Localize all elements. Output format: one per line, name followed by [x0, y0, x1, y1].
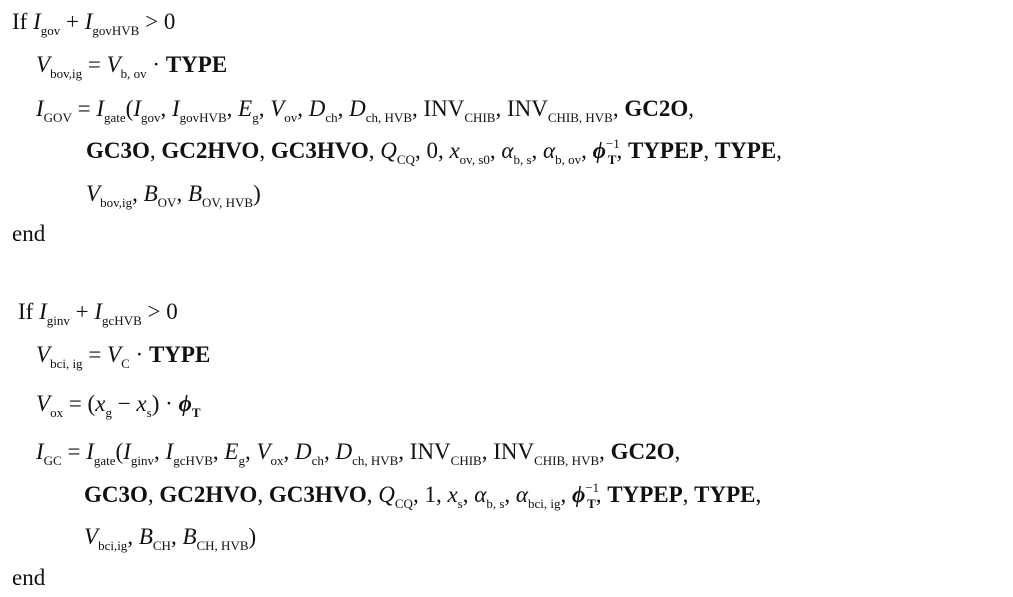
- subscript: GC: [43, 453, 62, 468]
- subscript: gov: [141, 110, 161, 125]
- symbol: B: [138, 524, 153, 549]
- subscript: b, ov: [120, 66, 147, 81]
- igc-line-3: $V_{bci,ig}$, $B_{CH}$, $B_{CH, HVB}$): [84, 524, 257, 553]
- subscript: bci,ig: [98, 538, 128, 553]
- relation: > 0: [145, 9, 176, 34]
- term: INV: [409, 439, 451, 464]
- subscript: gate: [104, 110, 126, 125]
- subscript: govHVB: [179, 110, 227, 125]
- operator: −: [117, 391, 131, 416]
- symbol: I: [33, 9, 41, 34]
- symbol: E: [224, 439, 239, 464]
- subscript: gov: [40, 23, 61, 38]
- symbol: I: [84, 9, 93, 34]
- subscript: ch, HVB: [352, 453, 399, 468]
- subscript: CHIB, HVB: [547, 110, 613, 125]
- symbol: V: [86, 181, 101, 206]
- bold-term: GC3O: [84, 482, 148, 507]
- symbol: V: [256, 439, 271, 464]
- igov-line-3: $V_{bov,ig}$, $B_{OV}$, $B_{OV, HVB}$): [86, 181, 261, 210]
- igov-line-2: GC3O, GC2HVO, GC3HVO, $Q_{CQ}$, 0, $x_{ov, s0}$, $\alpha_{b, s}$, $\alpha_{b, ov}$, $\phi^{-1}_T$, TYPEP, TYPE,: [86, 136, 782, 167]
- subscript: b, ov: [555, 152, 582, 167]
- term: INV: [493, 439, 535, 464]
- subscript: ch: [325, 110, 338, 125]
- subscript: govHVB: [92, 23, 140, 38]
- igc-line-2: GC3O, GC2HVO, GC3HVO, $Q_{CQ}$, 1, $x_s$, $\alpha_{b, s}$, $\alpha_{bci, ig}$, $\phi^{-1}_T$, TYPEP, TYPE,: [84, 480, 762, 511]
- operator: =: [88, 342, 102, 367]
- bold-term: TYPEP: [607, 482, 683, 507]
- symbol: I: [96, 96, 104, 121]
- symbol: α: [515, 482, 528, 507]
- symbol: I: [165, 439, 174, 464]
- subscript: bci, ig: [527, 496, 561, 511]
- symbol: I: [94, 299, 103, 324]
- if-keyword: If: [18, 299, 34, 324]
- subscript: CHIB: [464, 110, 496, 125]
- operator: =: [67, 439, 81, 464]
- subscript: ox: [50, 405, 64, 420]
- symbol: α: [543, 138, 556, 163]
- if-gov-line: [12, 9, 176, 38]
- term: INV: [506, 96, 548, 121]
- end-keyword: end: [12, 565, 46, 590]
- symbol: ϕ: [592, 138, 606, 163]
- bold-term: TYPE: [694, 482, 756, 507]
- bold-term: GC2O: [624, 96, 689, 121]
- symbol: V: [36, 52, 51, 77]
- end-keyword: end: [12, 221, 46, 246]
- symbol: Q: [378, 482, 395, 507]
- bold-term: GC2HVO: [161, 138, 260, 163]
- symbol: α: [501, 138, 514, 163]
- symbol: D: [349, 96, 366, 121]
- term: 0: [426, 138, 438, 163]
- subscript: gate: [93, 453, 116, 468]
- term: INV: [423, 96, 465, 121]
- subscript: ginv: [130, 453, 155, 468]
- bold-term: GC3O: [86, 138, 150, 163]
- subscript: CQ: [394, 496, 413, 511]
- subscript: CHIB: [450, 453, 482, 468]
- subscript: ginv: [46, 313, 70, 328]
- symbol: V: [36, 391, 51, 416]
- subscript: ov, s0: [459, 152, 490, 167]
- subscript: C: [121, 356, 130, 371]
- subscript: ov: [284, 110, 298, 125]
- symbol: V: [270, 96, 285, 121]
- symbol: x: [95, 391, 106, 416]
- subscript: OV: [157, 195, 177, 210]
- subscript: b, s: [486, 496, 505, 511]
- subscript: T: [191, 405, 201, 420]
- bold-term: GC2O: [610, 439, 675, 464]
- subscript: T: [607, 152, 617, 167]
- symbol: I: [172, 96, 180, 121]
- operator: =: [68, 391, 82, 416]
- subscript: s: [146, 405, 152, 420]
- symbol: x: [447, 482, 458, 507]
- subscript: bov,ig: [100, 195, 133, 210]
- subscript: ch, HVB: [365, 110, 412, 125]
- subscript: g: [252, 110, 259, 125]
- subscript: CH: [152, 538, 171, 553]
- subscript: CH, HVB: [196, 538, 249, 553]
- if-ginv-line: [18, 299, 178, 328]
- symbol: B: [182, 524, 197, 549]
- subscript: gcHVB: [173, 453, 213, 468]
- subscript: b, s: [513, 152, 532, 167]
- symbol: D: [295, 439, 312, 464]
- subscript: gcHVB: [102, 313, 142, 328]
- superscript: −1: [605, 136, 620, 151]
- symbol: I: [123, 439, 131, 464]
- symbol: x: [136, 391, 147, 416]
- subscript: g: [238, 453, 245, 468]
- bold-term: TYPE: [148, 342, 211, 367]
- symbol: D: [308, 96, 326, 121]
- bold-term: GC3HVO: [268, 482, 367, 507]
- subscript: GOV: [43, 110, 72, 125]
- subscript: T: [587, 496, 596, 511]
- symbol: Q: [380, 138, 397, 163]
- operator: ·: [165, 391, 173, 416]
- igov-line-1: $I_{GOV} = I_{gate}(I_{gov}$, $I_{govHVB}$, $E_g$, $V_{ov}$, $D_{ch}$, $D_{ch, HVB}$, $INV_{CHIB}$, $INV_{CHIB, HVB}$, GC2O,: [36, 96, 694, 125]
- bold-term: TYPE: [165, 52, 228, 77]
- symbol: I: [133, 96, 141, 121]
- vbci-line: [36, 342, 211, 371]
- subscript: CHIB, HVB: [534, 453, 600, 468]
- bold-term: GC2HVO: [159, 482, 258, 507]
- igc-line-1: $I_{GC} = I_{gate}(I_{ginv}$, $I_{gcHVB}$, $E_g$, $V_{ox}$, $D_{ch}$, $D_{ch, HVB}$, $INV_{CHIB}$, $INV_{CHIB, HVB}$, GC2O,: [36, 439, 681, 468]
- operator: +: [75, 299, 89, 324]
- vox-line: $V_{ox} = (x_g - x_s) \cdot \phi_T$: [36, 391, 201, 420]
- symbol: B: [187, 181, 202, 206]
- symbol: I: [86, 439, 94, 464]
- operator: =: [77, 96, 91, 121]
- symbol: I: [36, 439, 44, 464]
- subscript: ch: [311, 453, 324, 468]
- vbov-line: [36, 52, 228, 81]
- subscript: g: [105, 405, 112, 420]
- bold-term: GC3HVO: [270, 138, 369, 163]
- subscript: CQ: [396, 152, 415, 167]
- symbol: I: [36, 96, 44, 121]
- subscript: s: [457, 496, 463, 511]
- symbol: V: [106, 52, 121, 77]
- operator: +: [66, 9, 79, 34]
- symbol: V: [36, 342, 51, 367]
- subscript: bov,ig: [50, 66, 83, 81]
- symbol: D: [335, 439, 353, 464]
- symbol: ϕ: [178, 391, 192, 416]
- bold-term: TYPEP: [627, 138, 704, 163]
- symbol: V: [84, 524, 99, 549]
- bold-term: TYPE: [714, 138, 777, 163]
- relation: > 0: [147, 299, 178, 324]
- subscript: ox: [270, 453, 284, 468]
- symbol: E: [238, 96, 253, 121]
- subscript: bci, ig: [50, 356, 83, 371]
- symbol: I: [39, 299, 47, 324]
- operator: ·: [152, 52, 161, 77]
- superscript: −1: [585, 480, 600, 495]
- operator: =: [87, 52, 101, 77]
- if-keyword: If: [12, 9, 28, 34]
- subscript: OV, HVB: [202, 195, 254, 210]
- symbol: V: [107, 342, 122, 367]
- operator: ·: [135, 342, 144, 367]
- symbol: ϕ: [571, 482, 586, 507]
- symbol: x: [449, 138, 460, 163]
- symbol: B: [143, 181, 158, 206]
- term: 1: [424, 482, 436, 507]
- symbol: α: [474, 482, 487, 507]
